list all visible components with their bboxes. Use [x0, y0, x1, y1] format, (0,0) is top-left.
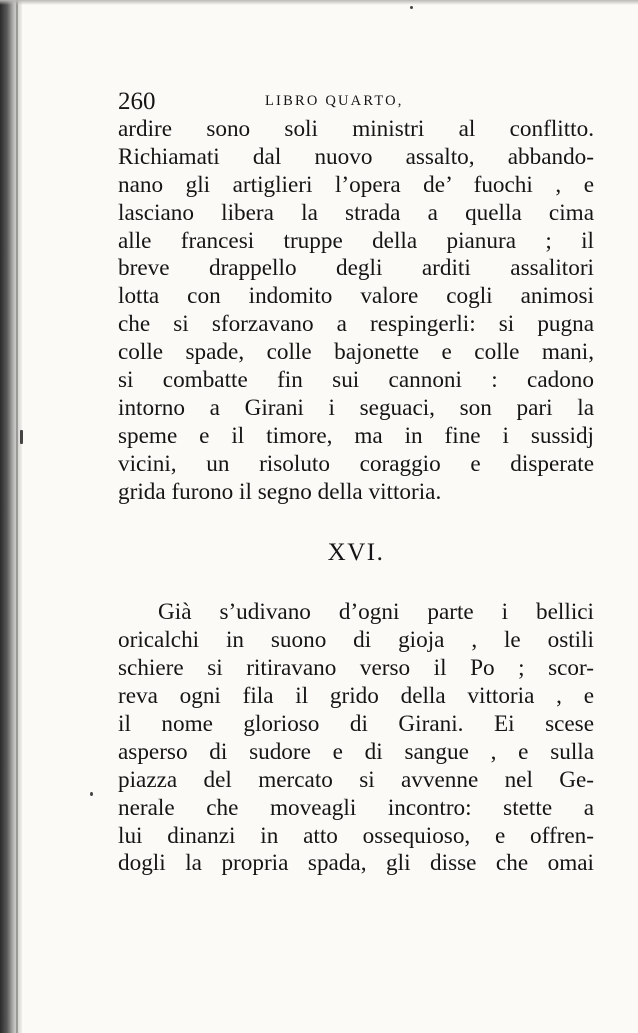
- page-number: 260: [118, 88, 156, 115]
- page-top-shadow: [0, 0, 638, 5]
- text-line: nerale che moveagli incontro: stette a: [118, 794, 594, 821]
- text-line: lui dinanzi in atto ossequioso, e offren-: [118, 822, 594, 849]
- text-line: ardire sono soli ministri al conflitto.: [118, 116, 594, 142]
- text-line: breve drappello degli arditi assalitori: [118, 255, 594, 282]
- page-text: [118, 80, 594, 878]
- page-header: [118, 80, 594, 116]
- text-line: lotta con indomito valore cogli animosi: [118, 283, 594, 310]
- paragraph-continued: [118, 116, 594, 506]
- text-line: colle spade, colle bajonette e colle mani,: [118, 339, 594, 366]
- section-heading: XVI.: [327, 539, 385, 567]
- binding-crease: [16, 0, 18, 1033]
- text-line: intorno a Girani i seguaci, son pari la: [118, 394, 594, 421]
- text-line: oricalchi in suono di gioja , le ostili: [118, 627, 594, 654]
- text-line: Già s’udivano d’ogni parte i bellici: [158, 599, 594, 626]
- text-line: che si sforzavano a respingerli: si pugna: [118, 311, 594, 338]
- text-line: piazza del mercato si avvenne nel Ge-: [118, 766, 594, 793]
- text-line: Richiamati dal nuovo assalto, abbando-: [118, 143, 594, 170]
- text-line: nano gli artiglieri l’opera de’ fuochi , e: [118, 171, 594, 198]
- text-line: si combatte fin sui cannoni : cadono: [118, 367, 594, 394]
- text-line: lasciano libera la strada a quella cima: [118, 199, 594, 226]
- ink-speck: [20, 430, 23, 444]
- text-line: speme e il timore, ma in fine i sussidj: [118, 422, 594, 449]
- text-line: reva ogni fila il grido della vittoria , e: [118, 683, 594, 710]
- book-binding-edge: [0, 0, 22, 1033]
- text-line: asperso di sudore e di sangue , e sulla: [118, 738, 594, 765]
- text-line: il nome glorioso di Girani. Ei scese: [118, 711, 594, 738]
- paragraph: [118, 599, 594, 878]
- text-line: alle francesi truppe della pianura ; il: [118, 227, 594, 254]
- text-line: grida furono il segno della vittoria.: [118, 478, 442, 505]
- text-line: schiere si ritiravano verso il Po ; scor-: [118, 655, 594, 682]
- text-line: vicini, un risoluto coraggio e disperate: [118, 450, 594, 477]
- text-line: dogli la propria spada, gli disse che omai: [118, 850, 594, 877]
- running-head: LIBRO QUARTO,: [265, 93, 404, 109]
- ink-speck: [90, 792, 93, 796]
- ink-speck: [410, 6, 413, 9]
